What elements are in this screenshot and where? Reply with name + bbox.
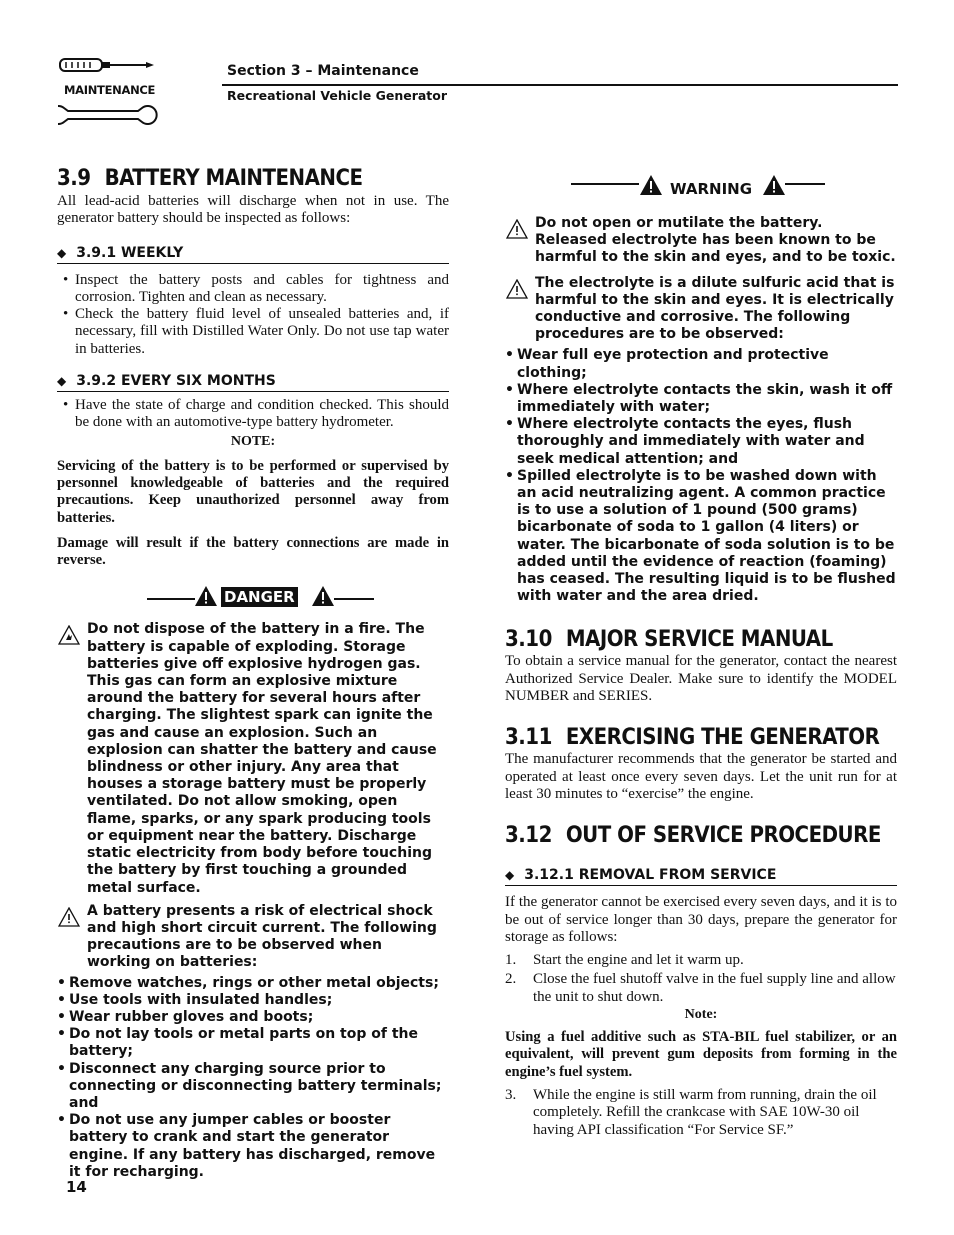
list-item: • Wear rubber gloves and boots; — [57, 1009, 449, 1026]
danger-precautions-list — [57, 975, 449, 1181]
heading-removal-from-service: ◆ 3.12.1 REMOVAL FROM SERVICE — [505, 866, 897, 886]
caution-icon — [506, 219, 528, 239]
heading-out-of-service: 3.12 OUT OF SERVICE PROCEDURE — [505, 823, 881, 849]
explosion-hazard-icon — [58, 625, 80, 645]
service-manual-text: To obtain a service manual for the generator, contact the nearest Authorized Service Dealer. Make sure to identify the MODEL NUMBER and SERIES. — [505, 653, 897, 705]
note-damage: Damage will result if the battery connections are made in reverse. — [57, 534, 449, 569]
heading-battery-maintenance: 3.9 BATTERY MAINTENANCE — [57, 166, 363, 191]
left-column — [57, 166, 449, 1181]
note-heading: NOTE: — [230, 433, 276, 449]
battery-intro: All lead-acid batteries will discharge when not in use. The generator battery should be inspected as follows: — [57, 193, 449, 227]
note-servicing: Servicing of the battery is to be performed or supervised by personnel knowledgeable of batteries and the required precautions. Keep unauthorized personnel away from batteries. — [57, 457, 449, 526]
list-item: • Do not use any jumper cables or booster battery to crank and start the generator engine. If any battery has discharged, remove it for recharging. — [57, 1112, 449, 1181]
heading-every-six-months: ◆ 3.9.2 EVERY SIX MONTHS — [57, 372, 449, 392]
list-item: • Spilled electrolyte is to be washed down with an acid neutralizing agent. A common practice is to use a solution of 1 pound (500 grams) bicarbonate of soda to 1 gallon (4 liters) or water. The bicarbonate of soda solution is to be added until the evidence of reaction (foaming) has ceased. The resulting liquid is to be flushed with water and the area dried. — [505, 468, 897, 606]
danger-banner — [57, 583, 449, 613]
list-item: 1. Start the engine and let it warm up. — [505, 952, 744, 969]
removal-steps — [505, 952, 897, 1006]
heading-major-service-manual: 3.10 MAJOR SERVICE MANUAL — [505, 627, 833, 653]
danger-shock: A battery presents a risk of electrical shock and high short circuit current. The following precautions are to be observed when working on batteries: — [57, 903, 449, 972]
header-rule — [222, 84, 898, 86]
warning-mutilate: Do not open or mutilate the battery. Released electrolyte has been known to be harmful to the skin and eyes, and to be toxic. — [505, 215, 897, 267]
warning-icon — [763, 175, 785, 195]
right-column — [505, 168, 897, 1139]
danger-icon — [195, 586, 217, 606]
list-item: 2. Close the fuel shutoff valve in the fuel supply line and allow the unit to shut down. — [505, 971, 896, 1005]
warning-banner — [505, 168, 897, 198]
list-item: • Remove watches, rings or other metal objects; — [57, 975, 449, 992]
exercising-text: The manufacturer recommends that the generator be started and operated at least once every seven days. Let the unit run for at least 30 minutes to “exercise” the engine. — [505, 751, 897, 802]
removal-intro: If the generator cannot be exercised every seven days, and it is to be out of service longer than 30 days, prepare the generator for storage as follows: — [505, 894, 897, 945]
warning-electrolyte: The electrolyte is a dilute sulfuric acid that is harmful to the skin and eyes. It is electrically conductive and corrosive. The following procedures are to be observed: — [505, 275, 897, 344]
list-item: • Inspect the battery posts and cables for tightness and corrosion. Tighten and clean as necessary. — [57, 272, 449, 307]
danger-label: DANGER — [221, 587, 298, 607]
section-title: Section 3 – Maintenance — [227, 63, 419, 79]
maintenance-logo — [58, 56, 158, 128]
fuel-additive-note: Using a fuel additive such as STA-BIL fuel stabilizer, or an equivalent, will prevent gum deposits from forming in the engine’s fuel system. — [505, 1029, 897, 1080]
weekly-list — [57, 272, 449, 358]
list-item: 3. While the engine is still warm from running, drain the oil completely. Refill the crankcase with SAE 10W-30 oil having API classification “For Service SF.” — [505, 1086, 877, 1138]
caution-icon — [58, 907, 80, 927]
heading-exercising-generator: 3.11 EXERCISING THE GENERATOR — [505, 725, 880, 751]
list-item: • Use tools with insulated handles; — [57, 992, 449, 1009]
danger-icon — [312, 586, 334, 606]
list-item: • Where electrolyte contacts the skin, wash it off immediately with water; — [505, 382, 897, 416]
list-item: • Have the state of charge and condition checked. This should be done with an automotive-type battery hydrometer. — [57, 397, 449, 432]
warning-label: WARNING — [670, 180, 753, 198]
six-months-list — [57, 397, 449, 432]
logo-text: MAINTENANCE — [64, 83, 156, 97]
list-item: • Disconnect any charging source prior to connecting or disconnecting battery terminals; and — [57, 1061, 449, 1113]
list-item: • Do not lay tools or metal parts on top of the battery; — [57, 1026, 449, 1060]
removal-steps-cont — [505, 1087, 897, 1139]
document-subtitle: Recreational Vehicle Generator — [227, 88, 448, 103]
list-item: • Wear full eye protection and protective clothing; — [505, 347, 897, 381]
list-item: • Where electrolyte contacts the eyes, flush thoroughly and immediately with water and seek medical attention; and — [505, 416, 897, 468]
list-item: • Check the battery fluid level of unsealed batteries and, if necessary, fill with Distilled Water Only. Do not use tap water in batteries. — [57, 306, 449, 358]
note-heading: Note: — [684, 1007, 718, 1023]
heading-weekly: ◆ 3.9.1 WEEKLY — [57, 244, 449, 264]
page-number: 14 — [66, 1178, 87, 1196]
warning-icon — [640, 175, 662, 195]
caution-icon — [506, 279, 528, 299]
danger-explosion: Do not dispose of the battery in a fire. The battery is capable of exploding. Storage batteries give off explosive hydrogen gas. This gas can form an explosive mixture around the battery for several hours after charging. The slightest spark can ignite the gas and cause an explosion. Such an explosion can shatter the battery and cause blindness or other injury. Any area that houses a storage battery must be properly ventilated. Do not allow smoking, open flame, sparks, or any spark producing tools or equipment near the battery. Discharge static electricity from body before touching the battery by first touching a grounded metal surface. — [57, 621, 449, 896]
warning-procedures-list — [505, 347, 897, 605]
